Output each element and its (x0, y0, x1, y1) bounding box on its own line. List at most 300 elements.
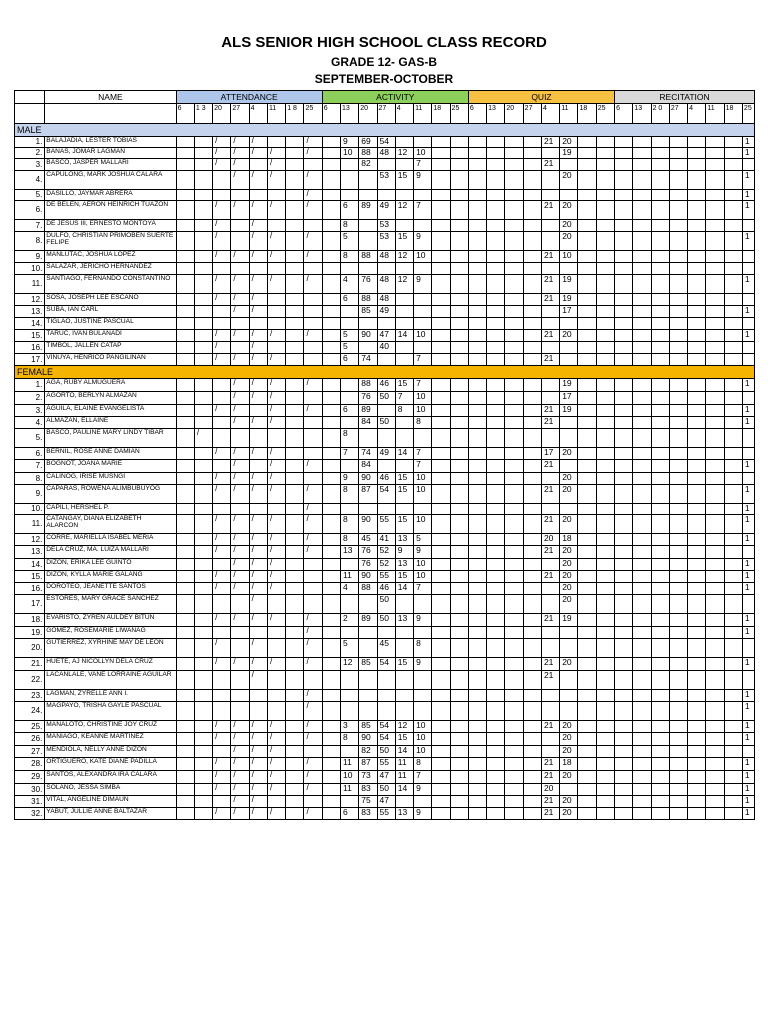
recitation-score (651, 534, 669, 546)
quiz-score (505, 771, 523, 784)
student-name: MAGPAYO, TRISHA GAYLE PASCUAL (45, 702, 176, 721)
quiz-score (523, 808, 541, 820)
attendance-mark: / (304, 784, 322, 796)
recitation-score (615, 485, 633, 504)
recitation-score (633, 758, 651, 771)
quiz-score (596, 429, 614, 448)
quiz-score (578, 171, 596, 190)
activity-score: 47 (377, 796, 395, 808)
recitation-score (688, 392, 706, 405)
recitation-score (615, 159, 633, 171)
attendance-mark (194, 658, 212, 671)
recitation-score (633, 354, 651, 366)
attendance-mark (286, 417, 304, 429)
quiz-score: 20 (560, 595, 578, 614)
activity-score: 10 (414, 733, 432, 746)
student-row (15, 808, 755, 820)
attendance-date-header: 6 (176, 104, 194, 124)
quiz-score (578, 190, 596, 201)
quiz-score (578, 417, 596, 429)
quiz-score (505, 318, 523, 330)
quiz-score (523, 460, 541, 473)
activity-score: 10 (414, 148, 432, 159)
attendance-mark (176, 263, 194, 275)
quiz-header: QUIZ (468, 91, 614, 104)
activity-score: 14 (395, 583, 413, 595)
recitation-score: 1 (742, 758, 754, 771)
quiz-score (560, 417, 578, 429)
recitation-score (669, 671, 687, 690)
quiz-score: 21 (541, 546, 559, 559)
attendance-mark (176, 429, 194, 448)
activity-score (341, 671, 359, 690)
activity-score (450, 379, 468, 392)
activity-score (322, 771, 340, 784)
recitation-score: 1 (742, 330, 754, 342)
recitation-score (633, 771, 651, 784)
activity-score: 54 (377, 733, 395, 746)
recitation-score (669, 330, 687, 342)
activity-score (450, 639, 468, 658)
quiz-score (523, 559, 541, 571)
attendance-mark (194, 583, 212, 595)
attendance-mark (213, 559, 231, 571)
attendance-date-header: 4 (249, 104, 267, 124)
attendance-mark (286, 614, 304, 627)
activity-score: 54 (377, 485, 395, 504)
quiz-score (468, 808, 486, 820)
activity-score: 88 (359, 583, 377, 595)
quiz-score (560, 690, 578, 702)
activity-score: 15 (395, 733, 413, 746)
activity-score: 5 (341, 342, 359, 354)
quiz-score (468, 571, 486, 583)
attendance-mark: / (213, 784, 231, 796)
attendance-mark: / (231, 171, 249, 190)
activity-score: 14 (395, 784, 413, 796)
recitation-score (688, 808, 706, 820)
quiz-score (505, 784, 523, 796)
activity-score (359, 639, 377, 658)
attendance-mark: / (249, 485, 267, 504)
student-number: 14. (15, 559, 45, 571)
quiz-score (596, 171, 614, 190)
recitation-score (706, 232, 724, 251)
recitation-score (688, 263, 706, 275)
recitation-score (669, 721, 687, 733)
student-name: BAÑAS, JOMAR LAGMAN (45, 148, 176, 159)
attendance-mark (304, 746, 322, 758)
attendance-mark (176, 392, 194, 405)
activity-score: 54 (377, 658, 395, 671)
activity-score (322, 379, 340, 392)
activity-score (395, 639, 413, 658)
attendance-mark (286, 137, 304, 148)
recitation-score (742, 639, 754, 658)
quiz-score: 21 (541, 515, 559, 534)
attendance-mark: / (213, 614, 231, 627)
recitation-score: 1 (742, 190, 754, 201)
student-name: VITAL, ANGELINE DIMAUN (45, 796, 176, 808)
attendance-mark: / (267, 758, 285, 771)
quiz-score (578, 137, 596, 148)
attendance-mark: / (267, 583, 285, 595)
activity-score (377, 159, 395, 171)
activity-score: 46 (377, 473, 395, 485)
attendance-mark (213, 190, 231, 201)
attendance-mark (176, 171, 194, 190)
student-row (15, 515, 755, 534)
activity-score (450, 232, 468, 251)
attendance-mark (286, 583, 304, 595)
attendance-mark (286, 658, 304, 671)
attendance-mark (194, 627, 212, 639)
quiz-score (468, 671, 486, 690)
attendance-mark (176, 614, 194, 627)
quiz-score (505, 137, 523, 148)
recitation-score (706, 137, 724, 148)
activity-score (432, 251, 450, 263)
attendance-mark: / (267, 460, 285, 473)
recitation-score (688, 702, 706, 721)
attendance-mark (176, 771, 194, 784)
attendance-mark: / (267, 201, 285, 220)
recitation-score (724, 148, 742, 159)
attendance-mark: / (231, 392, 249, 405)
recitation-score (706, 658, 724, 671)
recitation-score (669, 796, 687, 808)
student-name: BASCO, JASPER MALLARI (45, 159, 176, 171)
attendance-mark (231, 504, 249, 515)
attendance-mark: / (249, 583, 267, 595)
attendance-mark (213, 702, 231, 721)
quiz-score (523, 342, 541, 354)
activity-score (322, 405, 340, 417)
attendance-mark (304, 392, 322, 405)
attendance-mark (176, 504, 194, 515)
activity-score (450, 671, 468, 690)
student-number: 25. (15, 721, 45, 733)
quiz-score (468, 784, 486, 796)
student-name: CORRE, MARIELLA ISABEL MERIA (45, 534, 176, 546)
recitation-score (724, 137, 742, 148)
quiz-score (596, 405, 614, 417)
activity-score (432, 534, 450, 546)
activity-score (414, 342, 432, 354)
attendance-mark: / (304, 460, 322, 473)
student-number: 17. (15, 595, 45, 614)
recitation-score (669, 595, 687, 614)
recitation-score (724, 808, 742, 820)
activity-score (432, 448, 450, 460)
recitation-score (706, 148, 724, 159)
recitation-score (724, 702, 742, 721)
quiz-score (468, 190, 486, 201)
attendance-mark: / (267, 473, 285, 485)
attendance-mark: / (231, 808, 249, 820)
quiz-score (541, 318, 559, 330)
attendance-mark: / (249, 758, 267, 771)
recitation-score (724, 190, 742, 201)
quiz-score (596, 201, 614, 220)
attendance-mark: / (249, 251, 267, 263)
student-row (15, 318, 755, 330)
attendance-mark (304, 796, 322, 808)
attendance-mark (176, 702, 194, 721)
student-row (15, 251, 755, 263)
attendance-mark: / (267, 417, 285, 429)
quiz-score (487, 405, 505, 417)
quiz-date-header: 4 (541, 104, 559, 124)
recitation-score (724, 330, 742, 342)
recitation-score (615, 595, 633, 614)
attendance-mark (176, 448, 194, 460)
quiz-score: 19 (560, 148, 578, 159)
quiz-score (523, 294, 541, 306)
activity-score: 49 (377, 448, 395, 460)
activity-score (450, 808, 468, 820)
activity-score (341, 417, 359, 429)
attendance-mark (267, 671, 285, 690)
activity-score: 55 (377, 515, 395, 534)
activity-score (432, 171, 450, 190)
recitation-score (688, 473, 706, 485)
attendance-mark (213, 429, 231, 448)
attendance-mark (194, 460, 212, 473)
quiz-score (541, 473, 559, 485)
student-row (15, 148, 755, 159)
student-number: 30. (15, 784, 45, 796)
quiz-score (468, 534, 486, 546)
activity-score: 9 (414, 658, 432, 671)
activity-score (432, 137, 450, 148)
activity-score: 15 (395, 515, 413, 534)
activity-score: 8 (414, 758, 432, 771)
attendance-mark: / (304, 379, 322, 392)
document-period: SEPTEMBER-OCTOBER (314, 72, 454, 86)
recitation-score (633, 784, 651, 796)
attendance-mark: / (249, 733, 267, 746)
activity-score (395, 354, 413, 366)
recitation-score (742, 294, 754, 306)
recitation-score (633, 690, 651, 702)
recitation-score (633, 190, 651, 201)
activity-score (450, 534, 468, 546)
recitation-score (669, 405, 687, 417)
recitation-score (633, 733, 651, 746)
activity-score (450, 614, 468, 627)
attendance-mark (304, 473, 322, 485)
attendance-mark: / (231, 275, 249, 294)
student-row (15, 448, 755, 460)
recitation-score: 1 (742, 784, 754, 796)
recitation-score (688, 417, 706, 429)
attendance-mark (194, 808, 212, 820)
quiz-score: 21 (541, 330, 559, 342)
activity-score (450, 771, 468, 784)
quiz-score (505, 405, 523, 417)
recitation-score (651, 504, 669, 515)
attendance-mark: / (304, 771, 322, 784)
activity-score: 89 (359, 405, 377, 417)
activity-score (322, 515, 340, 534)
attendance-mark (267, 306, 285, 318)
attendance-mark (176, 534, 194, 546)
quiz-score (505, 190, 523, 201)
recitation-score (633, 263, 651, 275)
quiz-score (578, 354, 596, 366)
quiz-score (578, 671, 596, 690)
recitation-score (724, 429, 742, 448)
recitation-score (742, 448, 754, 460)
quiz-score (596, 232, 614, 251)
quiz-score (541, 639, 559, 658)
recitation-score (651, 275, 669, 294)
activity-score (450, 306, 468, 318)
activity-score: 50 (377, 417, 395, 429)
activity-score (432, 784, 450, 796)
student-name: SOSA, JOSEPH LEE ESCAÑO (45, 294, 176, 306)
recitation-score (633, 392, 651, 405)
activity-score: 50 (377, 746, 395, 758)
activity-score (432, 220, 450, 232)
activity-score (414, 595, 432, 614)
recitation-score (651, 690, 669, 702)
attendance-mark (286, 473, 304, 485)
recitation-score (651, 318, 669, 330)
student-number: 10. (15, 263, 45, 275)
recitation-score (724, 733, 742, 746)
activity-score (341, 746, 359, 758)
activity-score (432, 232, 450, 251)
student-name: AGA, RUBY ALMUGUERA (45, 379, 176, 392)
quiz-score (468, 294, 486, 306)
quiz-score (487, 771, 505, 784)
quiz-score (596, 448, 614, 460)
recitation-score (742, 746, 754, 758)
activity-score (395, 595, 413, 614)
student-name: LAGMAN, ZYRELLE ANN I. (45, 690, 176, 702)
activity-score: 8 (341, 251, 359, 263)
recitation-score (688, 690, 706, 702)
recitation-score (633, 171, 651, 190)
student-number: 3. (15, 405, 45, 417)
quiz-score (578, 318, 596, 330)
activity-score (432, 627, 450, 639)
recitation-score (706, 721, 724, 733)
recitation-score (615, 448, 633, 460)
attendance-mark: / (249, 658, 267, 671)
quiz-score (578, 614, 596, 627)
quiz-score: 21 (541, 485, 559, 504)
recitation-score (615, 392, 633, 405)
student-row (15, 796, 755, 808)
name-date-cell (45, 104, 176, 124)
recitation-date-header: 13 (633, 104, 651, 124)
activity-score (432, 405, 450, 417)
quiz-score (468, 232, 486, 251)
attendance-mark: / (267, 658, 285, 671)
attendance-mark (267, 690, 285, 702)
recitation-score (706, 460, 724, 473)
activity-score (395, 220, 413, 232)
recitation-score (651, 808, 669, 820)
recitation-score (706, 354, 724, 366)
attendance-mark (176, 330, 194, 342)
activity-score (322, 485, 340, 504)
student-row (15, 392, 755, 405)
activity-score (341, 627, 359, 639)
attendance-mark (176, 342, 194, 354)
quiz-score (487, 614, 505, 627)
activity-score: 89 (359, 201, 377, 220)
attendance-mark: / (249, 306, 267, 318)
activity-score (322, 504, 340, 515)
quiz-score: 20 (541, 784, 559, 796)
attendance-mark: / (213, 658, 231, 671)
student-name: TIGLAO, JUSTINE PASCUAL (45, 318, 176, 330)
recitation-score (688, 583, 706, 595)
activity-score (322, 595, 340, 614)
quiz-score: 21 (541, 405, 559, 417)
recitation-score (724, 294, 742, 306)
recitation-score (651, 473, 669, 485)
quiz-score (578, 306, 596, 318)
activity-score (341, 796, 359, 808)
attendance-mark (194, 448, 212, 460)
activity-score (414, 671, 432, 690)
recitation-score (688, 405, 706, 417)
quiz-score (523, 171, 541, 190)
attendance-mark: / (304, 137, 322, 148)
quiz-score (560, 190, 578, 201)
recitation-score (724, 658, 742, 671)
activity-score (432, 559, 450, 571)
recitation-score (688, 251, 706, 263)
attendance-mark (286, 504, 304, 515)
student-name: HUETE, AJ NICOLLYN DELA CRUZ (45, 658, 176, 671)
quiz-score (487, 460, 505, 473)
quiz-score (505, 473, 523, 485)
quiz-score (541, 595, 559, 614)
recitation-score (688, 460, 706, 473)
activity-score: 10 (414, 721, 432, 733)
activity-score: 6 (341, 294, 359, 306)
quiz-score: 21 (541, 808, 559, 820)
quiz-score (541, 306, 559, 318)
attendance-mark (304, 417, 322, 429)
recitation-score (669, 318, 687, 330)
attendance-mark (176, 294, 194, 306)
quiz-score (596, 275, 614, 294)
quiz-score (523, 473, 541, 485)
activity-score: 11 (341, 784, 359, 796)
activity-score (359, 690, 377, 702)
recitation-score (633, 232, 651, 251)
attendance-mark: / (267, 784, 285, 796)
activity-score: 15 (395, 571, 413, 583)
activity-score: 88 (359, 379, 377, 392)
recitation-score (615, 263, 633, 275)
activity-score: 52 (377, 546, 395, 559)
attendance-mark: / (267, 448, 285, 460)
student-number: 23. (15, 690, 45, 702)
activity-score (359, 342, 377, 354)
student-name: SOLANO, JESSA SIMBA (45, 784, 176, 796)
recitation-score (669, 263, 687, 275)
student-number: 28. (15, 758, 45, 771)
recitation-score (615, 318, 633, 330)
